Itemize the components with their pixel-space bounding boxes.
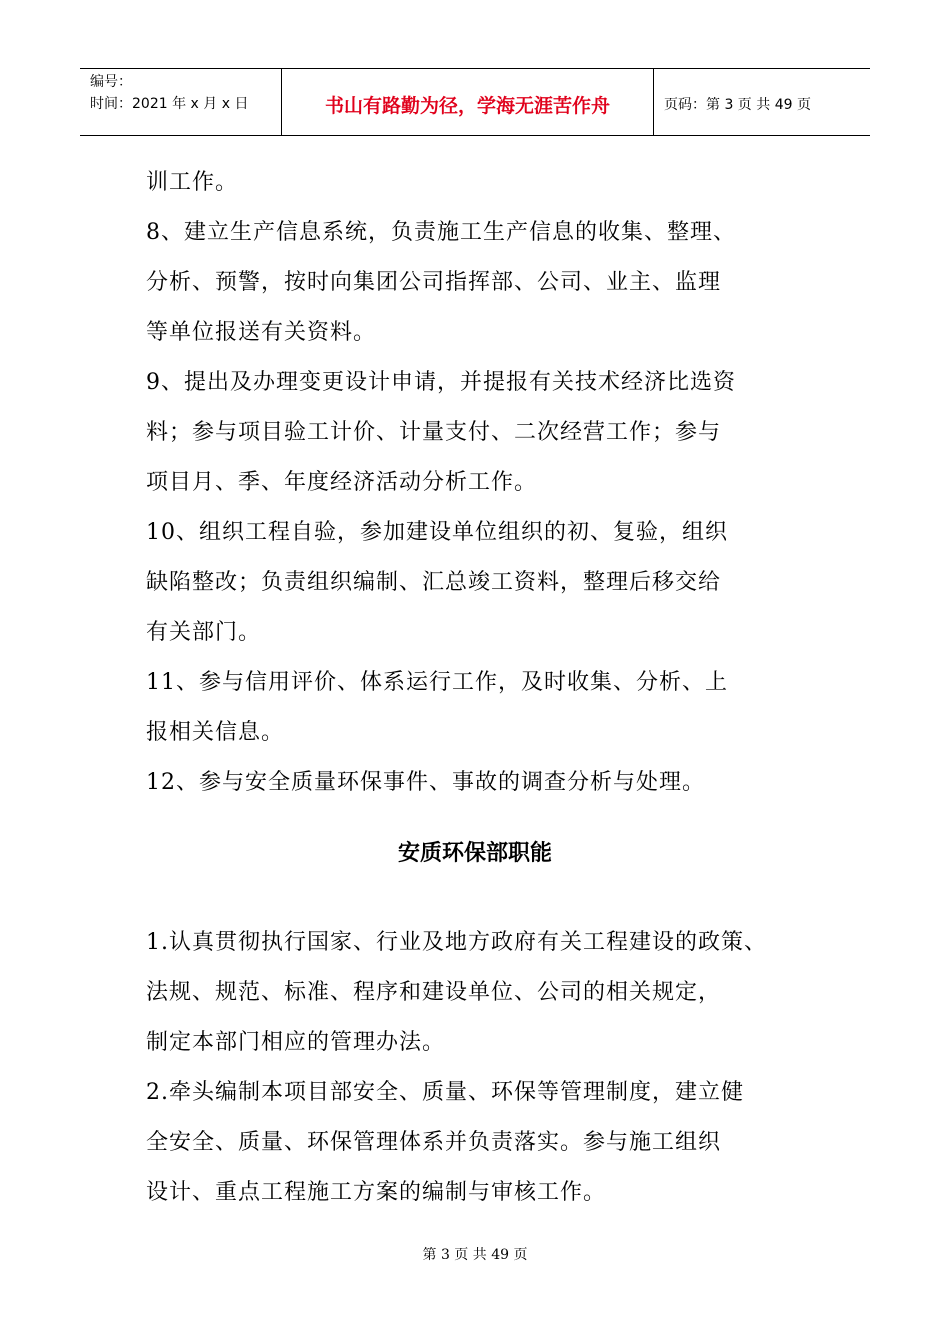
page-header (80, 68, 870, 136)
paragraph-line: 料；参与项目验工计价、计量支付、二次经营工作；参与 (146, 420, 722, 445)
section-paragraph-line: 2.牵头编制本项目部安全、质量、环保等管理制度，建立健 (146, 1080, 744, 1105)
section-paragraph-line: 全安全、质量、环保管理体系并负责落实。参与施工组织 (146, 1130, 722, 1155)
paragraph-line: 项目月、季、年度经济活动分析工作。 (146, 470, 538, 495)
paragraph-line: 报相关信息。 (146, 720, 285, 745)
paragraph-line: 缺陷整改；负责组织编制、汇总竣工资料，整理后移交给 (146, 570, 722, 595)
document-time-label: 时间：2021 年 x 月 x 日 (90, 96, 249, 112)
section-paragraph-line: 设计、重点工程施工方案的编制与审核工作。 (146, 1180, 607, 1205)
document-number-label: 编号： (90, 74, 132, 90)
paragraph-line: 8、建立生产信息系统，负责施工生产信息的收集、整理、 (146, 220, 736, 245)
footer-page-number: 第 3 页 共 49 页 (422, 1247, 528, 1263)
section-content (146, 918, 836, 1218)
header-page-info (654, 69, 870, 135)
header-page-label: 页码：第 3 页 共 49 页 (664, 97, 811, 113)
body-content (146, 158, 836, 808)
paragraph-line: 有关部门。 (146, 620, 262, 645)
paragraph-line: 12、参与安全质量环保事件、事故的调查分析与处理。 (146, 770, 705, 795)
section-paragraph-line: 制定本部门相应的管理办法。 (146, 1030, 446, 1055)
section-title: 安质环保部职能 (397, 841, 552, 866)
section-paragraph-line: 1.认真贯彻执行国家、行业及地方政府有关工程建设的政策、 (146, 930, 767, 955)
motto-text: 书山有路勤为径，学海无涯苦作舟 (324, 94, 610, 117)
paragraph-line: 训工作。 (146, 170, 239, 195)
header-meta (80, 69, 282, 135)
paragraph-line: 分析、预警，按时向集团公司指挥部、公司、业主、监理 (146, 270, 722, 295)
paragraph-line: 11、参与信用评价、体系运行工作，及时收集、分析、上 (146, 670, 728, 695)
header-motto (282, 69, 654, 135)
section-paragraph-line: 法规、规范、标准、程序和建设单位、公司的相关规定， (146, 980, 722, 1005)
page-footer (0, 1244, 950, 1264)
paragraph-line: 9、提出及办理变更设计申请，并提报有关技术经济比选资 (146, 370, 736, 395)
paragraph-line: 10、组织工程自验，参加建设单位组织的初、复验，组织 (146, 520, 728, 545)
paragraph-line: 等单位报送有关资料。 (146, 320, 377, 345)
